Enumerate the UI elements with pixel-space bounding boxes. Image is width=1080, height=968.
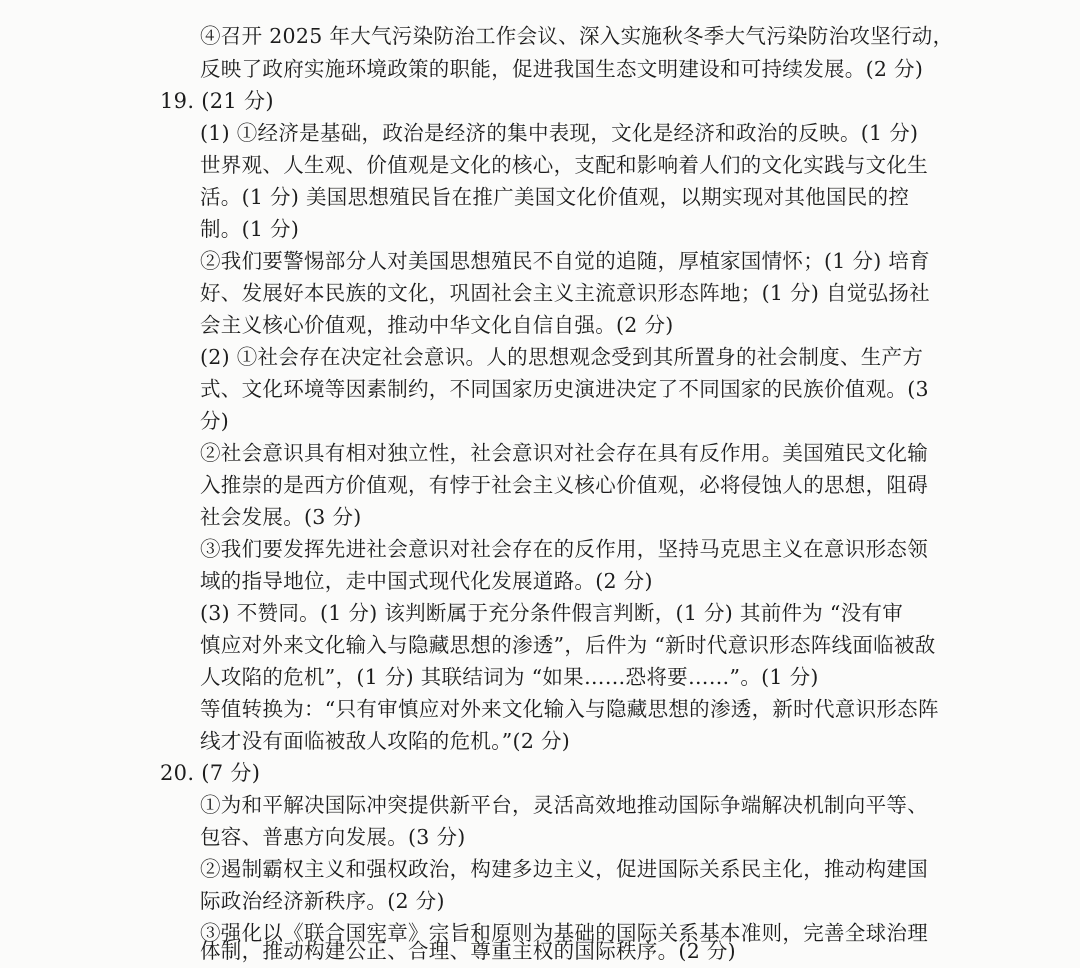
- text-line: (1) ①经济是基础，政治是经济的集中表现，文化是经济和政治的反映。(1 分): [200, 121, 919, 145]
- text-line: ③我们要发挥先进社会意识对社会存在的反作用，坚持马克思主义在意识形态领: [200, 537, 928, 561]
- text-line: ④召开 2025 年大气污染防治工作会议、深入实施秋冬季大气污染防治攻坚行动，: [200, 24, 954, 48]
- text-line: 反映了政府实施环境政策的职能，促进我国生态文明建设和可持续发展。(2 分): [200, 57, 924, 81]
- text-line: 域的指导地位，走中国式现代化发展道路。(2 分): [200, 569, 653, 593]
- text-line: ②遏制霸权主义和强权政治，构建多边主义，促进国际关系民主化，推动构建国: [200, 857, 928, 881]
- text-line: (3) 不赞同。(1 分) 该判断属于充分条件假言判断，(1 分) 其前件为 “没有审: [200, 601, 904, 625]
- text-line: ③强化以《联合国宪章》宗旨和原则为基础的国际关系基本准则，完善全球治理: [200, 921, 928, 945]
- text-line: 线才没有面临被敌人攻陷的危机。”(2 分): [200, 729, 571, 753]
- text-line: 会主义核心价值观，推动中华文化自信自强。(2 分): [200, 313, 674, 337]
- text-line: 世界观、人生观、价值观是文化的核心，支配和影响着人们的文化实践与文化生: [200, 153, 928, 177]
- text-line: 好、发展好本民族的文化，巩固社会主义主流意识形态阵地；(1 分) 自觉弘扬社: [200, 281, 930, 305]
- text-line: 等值转换为：“只有审慎应对外来文化输入与隐藏思想的渗透，新时代意识形态阵: [200, 697, 939, 721]
- text-line: 慎应对外来文化输入与隐藏思想的渗透”，后件为 “新时代意识形态阵线面临被敌: [200, 633, 936, 657]
- question-19-header: 19. (21 分): [160, 89, 274, 113]
- question-20-header: 20. (7 分): [160, 761, 261, 785]
- text-line: 社会发展。(3 分): [200, 505, 362, 529]
- text-line: 入推崇的是西方价值观，有悖于社会主义核心价值观，必将侵蚀人的思想，阻碍: [200, 473, 928, 497]
- text-line: ②我们要警惕部分人对美国思想殖民不自觉的追随，厚植家国情怀；(1 分) 培育: [200, 249, 930, 273]
- text-line: 人攻陷的危机”，(1 分) 其联结词为 “如果……恐将要……”。(1 分): [200, 665, 819, 689]
- text-line: 式、文化环境等因素制约，不同国家历史演进决定了不同国家的民族价值观。(3: [200, 377, 929, 401]
- text-line: (2) ①社会存在决定社会意识。人的思想观念受到其所置身的社会制度、生产方: [200, 345, 924, 369]
- text-line: 包容、普惠方向发展。(3 分): [200, 825, 466, 849]
- text-line: ①为和平解决国际冲突提供新平台，灵活高效地推动国际争端解决机制向平等、: [200, 793, 928, 817]
- text-line: 际政治经济新秩序。(2 分): [200, 889, 445, 913]
- text-line: ②社会意识具有相对独立性，社会意识对社会存在具有反作用。美国殖民文化输: [200, 441, 928, 465]
- text-line: 分): [200, 409, 230, 433]
- text-line: 活。(1 分) 美国思想殖民旨在推广美国文化价值观，以期实现对其他国民的控: [200, 185, 910, 209]
- text-line: 制。(1 分): [200, 217, 300, 241]
- text-line: 体制，推动构建公正、合理、尊重主权的国际秩序。(2 分): [200, 939, 736, 963]
